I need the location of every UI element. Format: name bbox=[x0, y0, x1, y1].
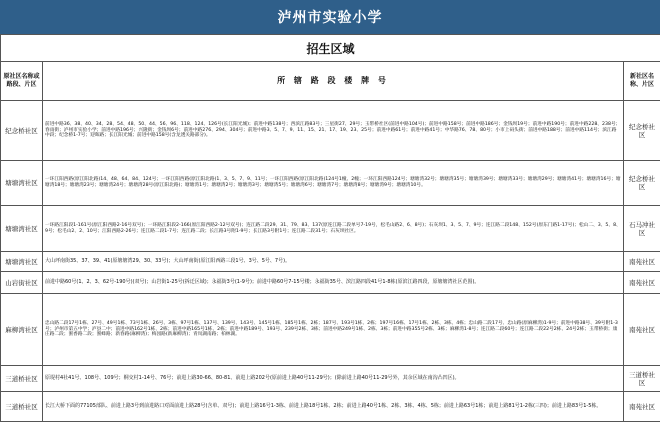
new-community-cell: 南苑社区 bbox=[624, 392, 660, 422]
table-row bbox=[1, 366, 660, 392]
address-cell: 前进中路36、38、40、34、28、54、48、50、44、56、96、118、124、126号(长江阳光城)；前进中路138号；西滨江路83号；三星街27、29号；玉带桥社区(前进中路104号)；前进中路158号；前进中路186号；金钱坝19号；前进中路190号；前进中路228、238号；春雨街；泸州市实验小学；前进中路196号；兴隆街；金钱坝6号；前进中路276、294、304号；前进中路3、5、7、9、11、15、21、17、19、23、25号；前进中路61号；前进中路41号；中华路76、78、80号；小市上码头街；前进中路188号；前进中路114号；滨江路中段；纪念桥1-7号；迎晖路；长江阳光城；前进中路158号(含龙透关路部分)。 bbox=[43, 101, 624, 161]
old-community-cell: 塘塘湾社区 bbox=[1, 252, 43, 272]
new-community-cell: 石马冲社区 bbox=[624, 206, 660, 252]
old-community-cell: 纪念桥社区 bbox=[1, 101, 43, 161]
table-row bbox=[1, 294, 660, 366]
new-community-cell: 纪念桥社区 bbox=[624, 161, 660, 206]
address-cell: 原堤村4社41号、108号、109号；桐交村1-14号、76号；前进上路30-66、80-81、前进上路202号(原前进上路40号11-29号)；(除前进上路40号11-29号外，其余区域在南沟凸凹区)。 bbox=[43, 366, 624, 392]
table-row bbox=[1, 272, 660, 294]
new-community-cell: 南苑社区 bbox=[624, 272, 660, 294]
address-cell: 长江大桥下面的77105部队、前进上路3号到前进路口对面前进上路28号(含单、双号)；前进上路16号1-3栋、前进上路18号1栋、2栋；前进上路40号1栋、2栋、3栋、4栋、5栋；前进上路63号1栋；前进上路81号1-2栋(三四)；前进上路83号1-5栋。 bbox=[43, 392, 624, 422]
table-row bbox=[1, 252, 660, 272]
admission-zone-table bbox=[0, 34, 660, 422]
new-community-cell: 三道桥社区 bbox=[624, 366, 660, 392]
address-cell: 一环江阳西路(原江阳北路)14、48、64、84、124号；一环江阳西路(原江阳北路)1、3、5、7、9、11号；一环江阳西路(原江阳北路)124号1幢、2幢；一环江阳西路124号；塘塘湾32号；塘塘湾35号；塘塘湾39号；塘塘湾33号；塘塘湾29号；塘塘湾41号；塘塘湾16号；塘塘湾18号；塘塘湾23号；塘塘湾24号；塘塘湾28号(原江阳北路)；塘塘湾1号；塘塘湾2号；塘塘湾3号；塘塘湾5号；塘塘湾6号；塘塘湾7号；塘塘湾8号；塘塘湾9号；塘塘湾10号。 bbox=[43, 161, 624, 206]
old-community-cell: 三道桥社区 bbox=[1, 366, 43, 392]
table-row bbox=[1, 392, 660, 422]
table-row bbox=[1, 206, 660, 252]
address-cell: 一环路江阳段1-161号(原江阳西路2-16号双号)；一环路江阳段2-166(原江阳西路2-12号双号)；连江路二段29、31、79、83、137(原连江路二段单号7-19号，松毛山路2、6、8号)；石灰坝1、3、5、7、9号；连江路二段148、152号(原东门路1-17号)；松山二、3、5、8、9号；松毛山2、2、10号；江阳西路2-26号；连江路二段1-7号；连江路二段；长江路3号附1-9号；长江路3号附1号；连江路二段31号；石灰坝社区。 bbox=[43, 206, 624, 252]
new-community-cell: 纪念桥社区 bbox=[624, 101, 660, 161]
address-cell: 前进中路60号(1、2、3、62号-190号)(双号)；山岩街1-25号(拆迁区域)；永福街3号(1-9号)；前进中路60号7-15号楼；永福街35号、滨江路四段41号1-8栋(原滨江路四段，原塘塘湾社区范围)。 bbox=[43, 272, 624, 294]
old-community-cell: 塘塘湾社区 bbox=[1, 161, 43, 206]
old-community-cell: 三道桥社区 bbox=[1, 392, 43, 422]
header-addresses: 所 辖 路 段 楼 牌 号 bbox=[43, 62, 624, 101]
new-community-cell: 南苑社区 bbox=[624, 294, 660, 366]
address-cell: 大山坪南街35、37、39、41(原塘塘湾29、30、33号)；大山坪南街(原江阳西路三段1号、3号、5号、7号)。 bbox=[43, 252, 624, 272]
school-title: 泸州市实验小学 bbox=[277, 10, 383, 26]
header-old-community: 原社区名称或路段、片区 bbox=[1, 62, 43, 101]
school-title-bar bbox=[0, 0, 660, 34]
table-row bbox=[1, 101, 660, 161]
old-community-cell: 塘塘湾社区 bbox=[1, 206, 43, 252]
table-row bbox=[1, 161, 660, 206]
old-community-cell: 麻柳湾社区 bbox=[1, 294, 43, 366]
header-new-community: 新社区名称、片区 bbox=[624, 62, 660, 101]
section-title: 招生区域 bbox=[1, 35, 660, 62]
new-community-cell: 南苑社区 bbox=[624, 252, 660, 272]
address-cell: 忠山路二段17号1栋、27号、49号1栋、73号1栋、26号、3栋、97号1栋、137号、139号、143号、145号1栋、185号1栋、2栋；187号、193号1栋、2栋；197号16栋、17号1栋、2栋、3栋、4栋；忠山路二段17号、忠山路(原麻柳湾)1-9号；前进中路38号、39号附1-3号；泸州市第五中学；泸县二中；前进中路162号1栋、2栋；前进中路165号1栋、2栋；前进中路189号、193号、239号2栋、3栋；前进中路249号1栋、2栋、3栋；前进中路355号2栋、3栋；麻柳湾1-8号；连江路二段60号；连江路二段22号2栋、24号2栋；玉带桥街；康庄路二段；蜜香路二段；蜜蜂路；新春路(麻柳湾)；梅园路(新麻柳湾)；青岚湖南路；柏林湖。 bbox=[43, 294, 624, 366]
table-header-row bbox=[1, 62, 660, 101]
old-community-cell: 山岩街社区 bbox=[1, 272, 43, 294]
